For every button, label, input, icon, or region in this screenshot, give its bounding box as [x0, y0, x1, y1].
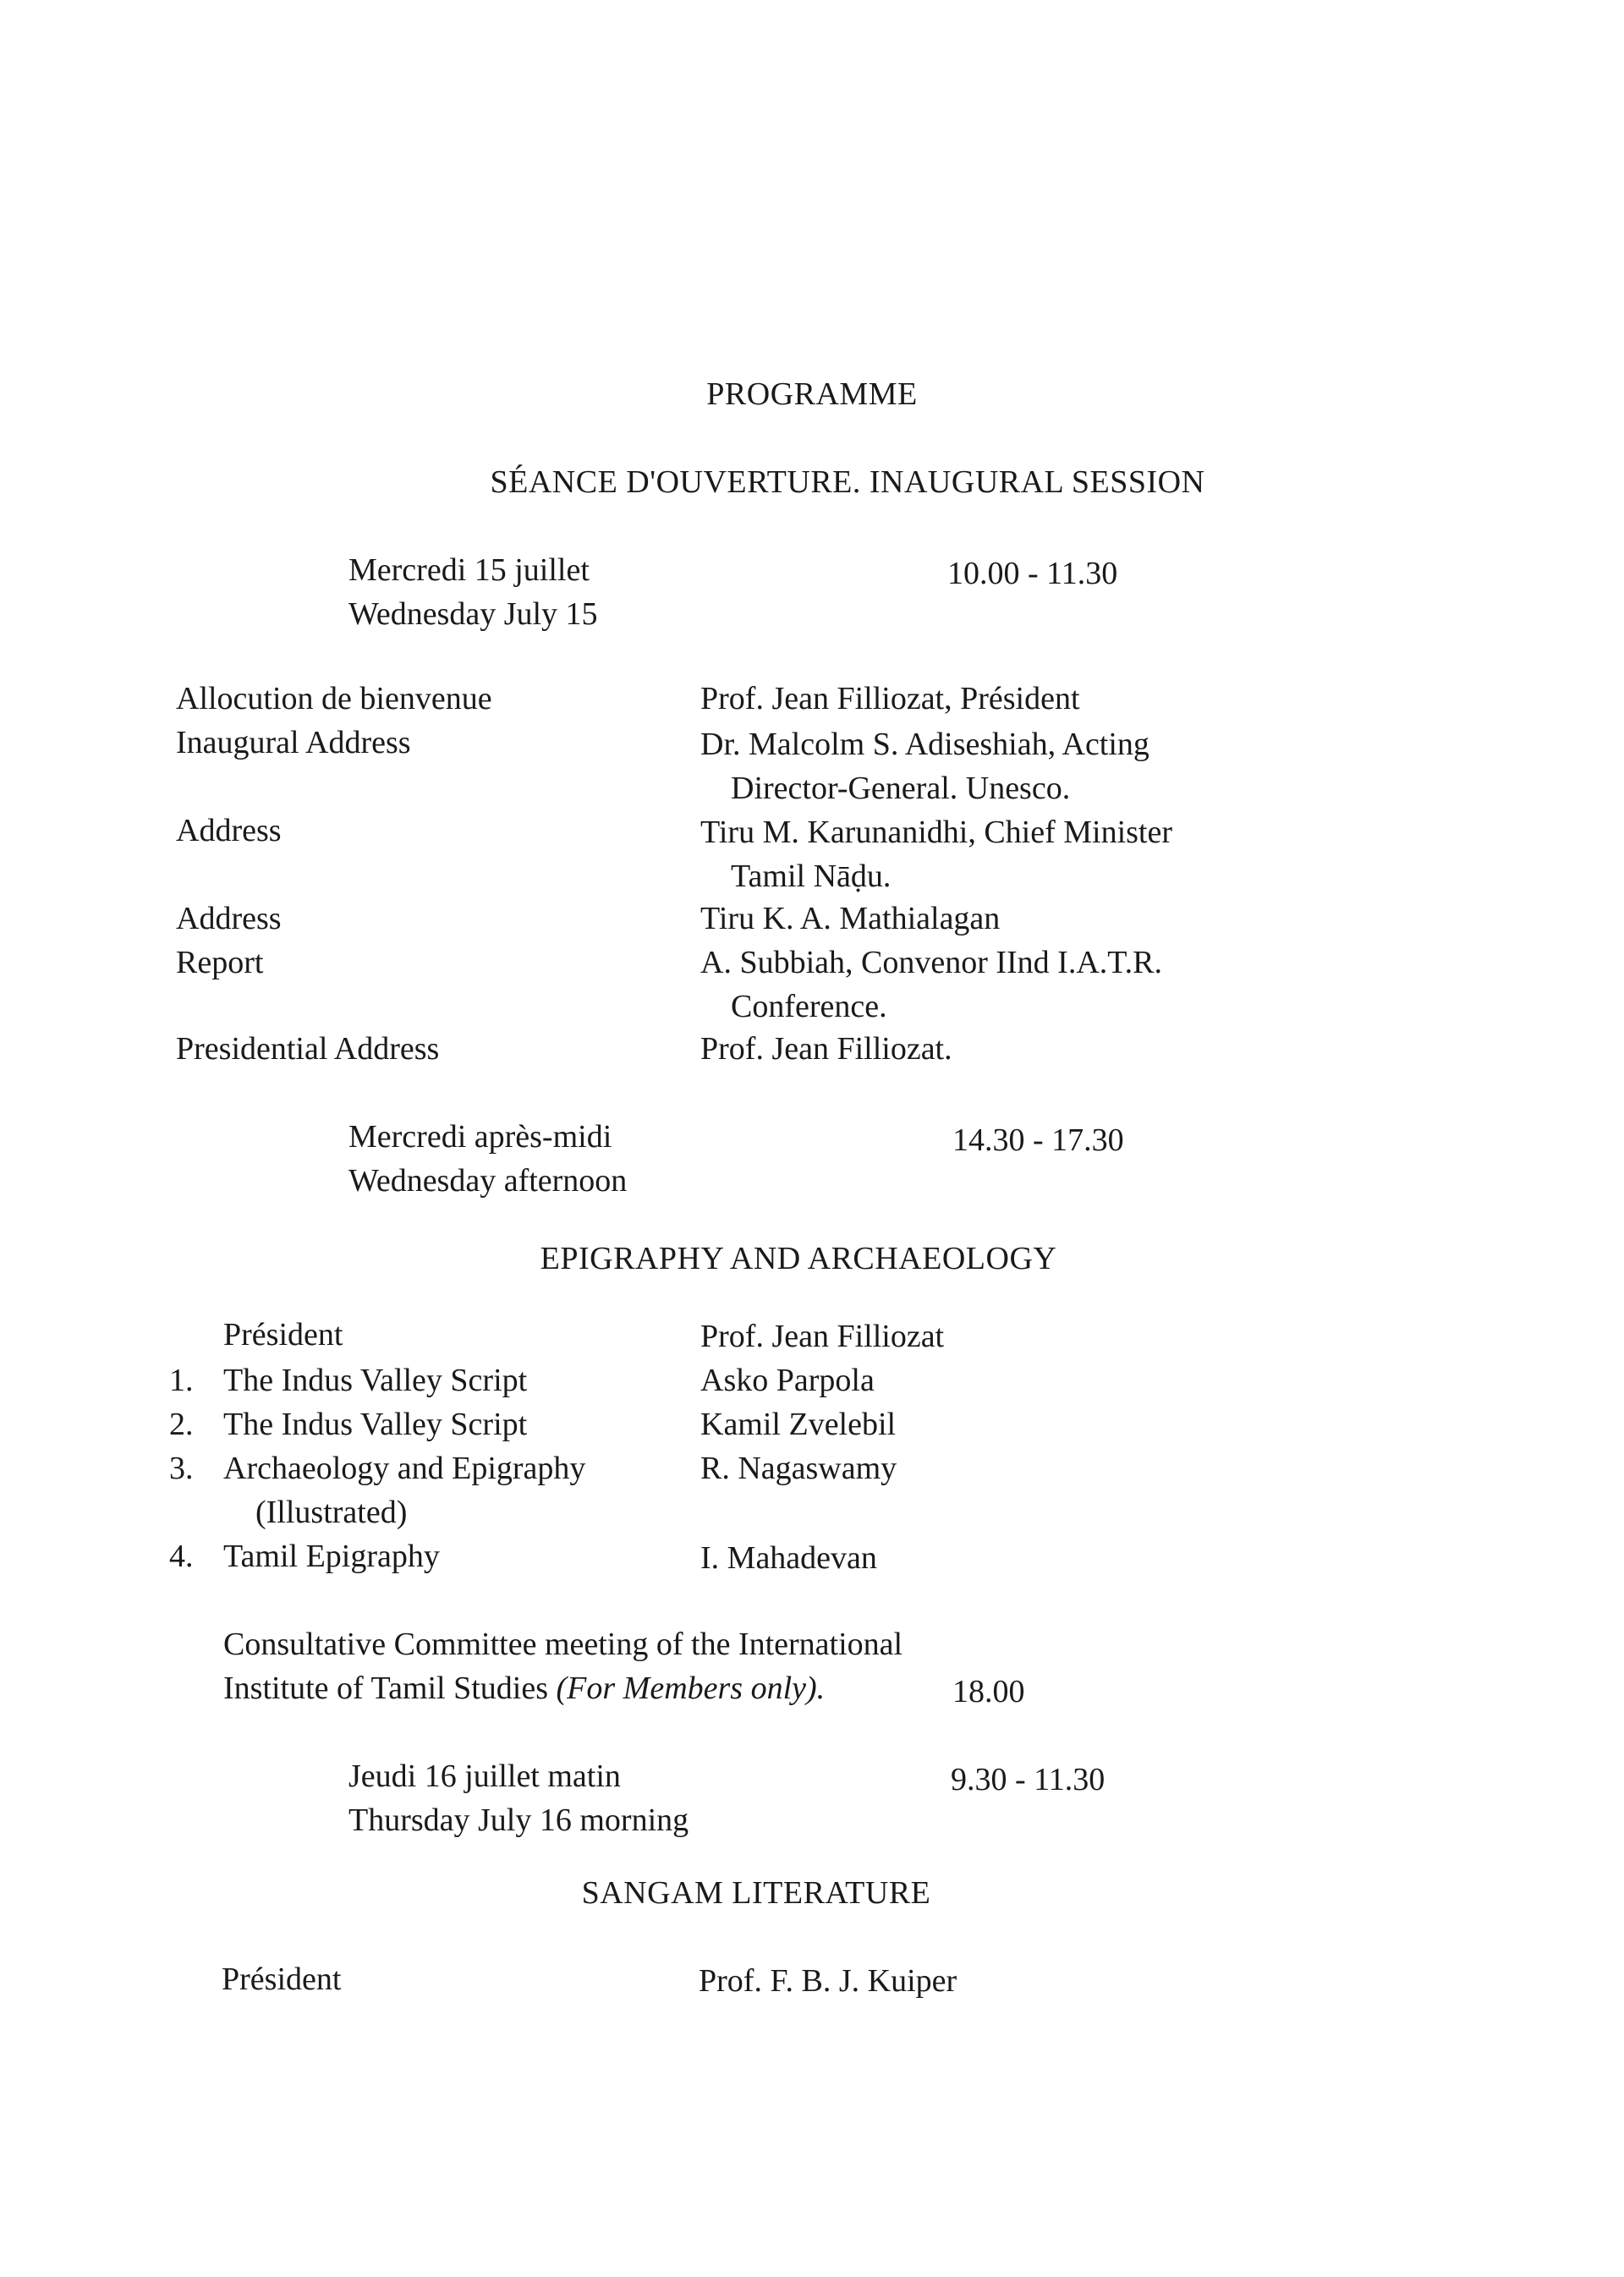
- item-label: Allocution de bienvenue: [176, 681, 492, 716]
- item-label: Report: [176, 945, 264, 980]
- item-value: Director-General. Unesco.: [731, 771, 1071, 806]
- session1-time: 10.00 - 11.30: [947, 556, 1118, 591]
- session3-date-en: Thursday July 16 morning: [348, 1802, 689, 1838]
- paper-author: Kamil Zvelebil: [700, 1407, 897, 1442]
- item-value: Tamil Nāḍu.: [731, 859, 892, 894]
- committee-line2: [223, 1666, 825, 1710]
- president-name: Prof. Jean Filliozat: [700, 1319, 945, 1354]
- item-label: Presidential Address: [176, 1031, 440, 1067]
- item-value: Dr. Malcolm S. Adiseshiah, Acting: [700, 727, 1149, 762]
- paper-title: Tamil Epigraphy: [223, 1539, 440, 1574]
- programme-title: PROGRAMME: [706, 376, 918, 412]
- item-value: Conference.: [731, 989, 887, 1024]
- item-label: Address: [176, 813, 282, 848]
- session3-date-fr: Jeudi 16 juillet matin: [348, 1759, 621, 1794]
- paper-title-note: (Illustrated): [255, 1495, 408, 1530]
- session2-time: 14.30 - 17.30: [952, 1122, 1124, 1158]
- session3-heading: SANGAM LITERATURE: [581, 1875, 931, 1911]
- item-value: Tiru M. Karunanidhi, Chief Minister: [700, 815, 1173, 850]
- session2-heading: EPIGRAPHY AND ARCHAEOLOGY: [540, 1241, 1057, 1276]
- paper-author: R. Nagaswamy: [700, 1451, 897, 1486]
- session2-date-fr: Mercredi après-midi: [348, 1119, 612, 1155]
- session2-date-en: Wednesday afternoon: [348, 1163, 628, 1199]
- item-label: Address: [176, 901, 282, 936]
- session1-date-en: Wednesday July 15: [348, 596, 598, 632]
- paper-number: 4.: [169, 1539, 194, 1574]
- committee-members-note: (For Members only).: [556, 1671, 826, 1706]
- item-value: A. Subbiah, Convenor IInd I.A.T.R.: [700, 945, 1163, 980]
- president-name: Prof. F. B. J. Kuiper: [699, 1963, 957, 1999]
- session3-time: 9.30 - 11.30: [951, 1762, 1106, 1797]
- committee-time: 18.00: [952, 1674, 1025, 1709]
- item-value: Prof. Jean Filliozat.: [700, 1031, 952, 1067]
- item-value: Prof. Jean Filliozat, Président: [700, 681, 1080, 716]
- paper-author: I. Mahadevan: [700, 1540, 877, 1576]
- item-value: Tiru K. A. Mathialagan: [700, 901, 1001, 936]
- paper-title: The Indus Valley Script: [223, 1363, 528, 1398]
- paper-title: Archaeology and Epigraphy: [223, 1451, 586, 1486]
- session1-date-fr: Mercredi 15 juillet: [348, 552, 590, 588]
- session-title: SÉANCE D'OUVERTURE. INAUGURAL SESSION: [490, 464, 1205, 500]
- paper-number: 2.: [169, 1407, 194, 1442]
- paper-number: 1.: [169, 1363, 194, 1398]
- committee-line1: Consultative Committee meeting of the International: [223, 1627, 903, 1662]
- committee-line2-text: Institute of Tamil Studies: [223, 1671, 549, 1706]
- paper-title: The Indus Valley Script: [223, 1407, 528, 1442]
- president-label: Président: [223, 1317, 343, 1352]
- president-label: Président: [222, 1962, 342, 1997]
- paper-number: 3.: [169, 1451, 194, 1486]
- item-label: Inaugural Address: [176, 725, 411, 760]
- paper-author: Asko Parpola: [700, 1363, 875, 1398]
